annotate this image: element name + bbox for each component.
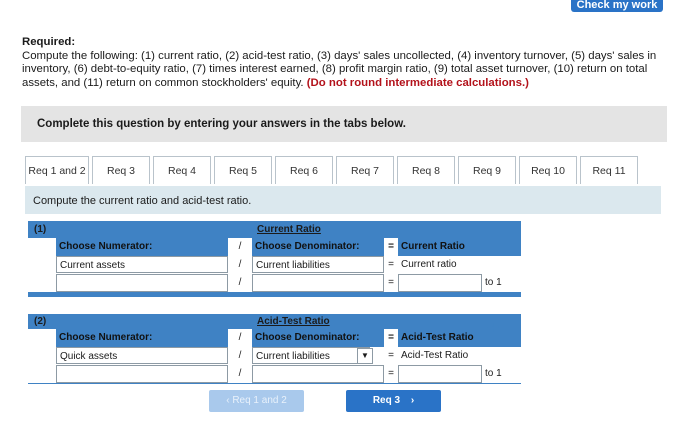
table2-divide-sign-3: / [238, 368, 242, 379]
next-req-label: Req 3 [372, 395, 401, 406]
table1-to-one: to 1 [485, 277, 502, 288]
table2-values-row [28, 347, 521, 365]
table2-numerator-input[interactable] [56, 365, 228, 383]
required-title: Required: [22, 36, 76, 48]
table1-divide-sign: / [238, 241, 242, 252]
tab-req-4[interactable]: Req 4 [153, 156, 211, 184]
table1-label-row [28, 238, 521, 256]
prev-req-button[interactable] [209, 390, 304, 412]
table1-numerator-input[interactable] [56, 274, 228, 292]
table2-equals-sign-3: = [388, 368, 394, 379]
table1-denominator-input[interactable] [252, 274, 384, 292]
chevron-right-icon: › [410, 395, 415, 406]
check-my-work-button[interactable]: Check my work [571, 0, 663, 12]
instruction-box: Complete this question by entering your answers in the tabs below. [21, 106, 667, 142]
table2-choose-denominator: Choose Denominator: [252, 329, 384, 347]
table2-label-row [28, 329, 521, 347]
tab-req-1-2[interactable]: Req 1 and 2 [25, 156, 89, 184]
table2-to-one: to 1 [485, 368, 502, 379]
tab-req-11[interactable]: Req 11 [580, 156, 638, 184]
table1-divide-sign-2: / [238, 259, 242, 270]
table2-title: Acid-Test Ratio [257, 316, 330, 327]
table1-values-row [28, 256, 521, 274]
tab-req-5[interactable]: Req 5 [214, 156, 272, 184]
table1-title-row [28, 221, 521, 238]
chevron-left-icon: ‹ [226, 395, 230, 406]
table1-title: Current Ratio [257, 224, 321, 235]
tab-req-6[interactable]: Req 6 [275, 156, 333, 184]
table2-choose-numerator: Choose Numerator: [56, 329, 228, 347]
table2-divide-sign: / [238, 332, 242, 343]
table1-divide-sign-3: / [238, 277, 242, 288]
table1-denominator-select[interactable]: Current liabilities [252, 256, 384, 273]
table2-number: (2) [34, 316, 47, 327]
required-text: Compute the following: (1) current ratio, (2) acid-test ratio, (3) days' sales uncollected, (4) inventory turnover, (5) days' sales in inventory, (6) debt-to-equity ratio, (7) times interest earned, (8) profit margin ratio, (9) total asset turnover, (10) return on total assets, and (11) return on common stockholders' equity. [22, 49, 657, 89]
table2-denominator-input[interactable] [252, 365, 384, 383]
table1-equals-sign-2: = [388, 259, 394, 270]
tab-req-8[interactable]: Req 8 [397, 156, 455, 184]
table1-numerator-select[interactable]: Current assets [56, 256, 228, 273]
table2-numerator-select[interactable]: Quick assets [56, 347, 228, 364]
table1-result-text: Current ratio [401, 259, 457, 270]
chevron-down-icon[interactable]: ▼ [357, 348, 373, 364]
table2-equals-sign: = [388, 332, 394, 343]
table1-input-row [28, 274, 521, 292]
table1-equals-sign: = [388, 241, 394, 252]
table2-denominator-select[interactable]: Current liabilities [252, 347, 370, 364]
table1-equals-sign-3: = [388, 277, 394, 288]
panel-heading: Compute the current ratio and acid-test ratio. [25, 186, 661, 214]
tab-bar [25, 156, 641, 186]
current-ratio-table [28, 221, 521, 297]
table2-equals-sign-2: = [388, 350, 394, 361]
requirements [22, 36, 678, 90]
table1-choose-denominator: Choose Denominator: [252, 238, 384, 256]
tab-req-9[interactable]: Req 9 [458, 156, 516, 184]
table1-result-label: Current Ratio [398, 238, 521, 256]
tab-req-3[interactable]: Req 3 [92, 156, 150, 184]
move-plus-icon[interactable]: ✛ [487, 319, 499, 335]
table1-result-input[interactable] [398, 274, 482, 292]
tab-req-10[interactable]: Req 10 [519, 156, 577, 184]
tab-req-7[interactable]: Req 7 [336, 156, 394, 184]
acid-test-ratio-table [28, 314, 521, 384]
table1-choose-numerator: Choose Numerator: [56, 238, 228, 256]
required-note: (Do not round intermediate calculations.) [306, 76, 529, 89]
table2-input-row [28, 365, 521, 383]
next-req-button[interactable] [346, 390, 441, 412]
table2-result-text: Acid-Test Ratio [401, 350, 469, 361]
table2-title-row [28, 314, 521, 329]
table2-divide-sign-2: / [238, 350, 242, 361]
table1-number: (1) [34, 224, 47, 235]
table2-result-label: Acid-Test Ratio [398, 329, 521, 347]
prev-req-label: Req 1 and 2 [232, 395, 287, 406]
table2-result-input[interactable] [398, 365, 482, 383]
